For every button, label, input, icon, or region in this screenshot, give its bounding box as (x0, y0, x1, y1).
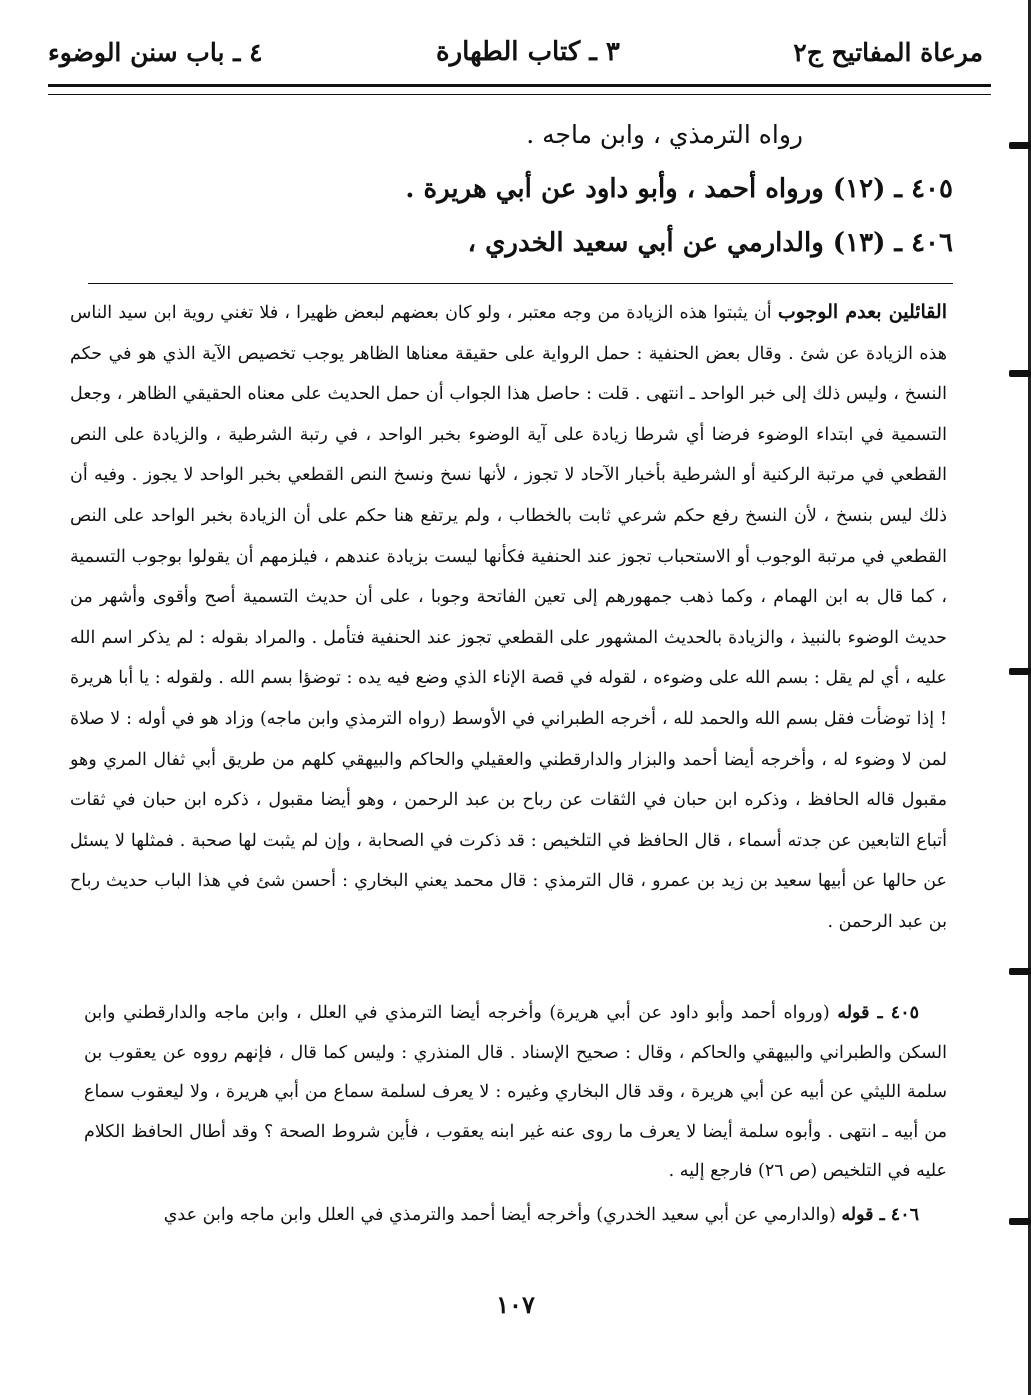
page-number: ١٠٧ (496, 1290, 535, 1319)
binding-mark (1009, 370, 1031, 377)
note-406 (84, 1196, 947, 1236)
header-chapter: ٣ ـ كتاب الطهارة (435, 37, 620, 67)
hadith-text-block (60, 108, 953, 270)
binding-mark (1009, 968, 1031, 975)
note-405-text: (ورواه أحمد وأبو داود عن أبي هريرة) وأخرجه أيضا الترمذي في العلل ، وابن ماجه والدارقطني وابن السكن والطبراني والبيهقي والحاكم ، وقال : صحيح الإسناد . قال المنذري : وليس كما قال ، فإنهم رووه عن يعقوب بن سلمة الليثي عن أبيه عن أبي هريرة ، وقد قال البخاري وغيره : لا يعرف لسلمة سماع من أبي هريرة ، ولا ليعقوب سماع من أبيه ـ انتهى . وأبوه سلمة أيضا لا يعرف ما روى عنه غير ابنه يعقوب ، فأين شروط الصحة ؟ وقد أطال الحافظ الكلام عليه في التلخيص (ص ٢٦) فارجع إليه . (84, 1003, 947, 1181)
binding-mark (1009, 668, 1031, 675)
section-divider (88, 283, 953, 284)
header-section: ٤ ـ باب سنن الوضوء (48, 37, 263, 67)
note-405-label: ٤٠٥ ـ قوله (837, 1003, 919, 1023)
binding-mark (1009, 142, 1031, 149)
commentary-lead: القائلين بعدم الوجوب (777, 301, 947, 323)
commentary-paragraph (70, 292, 947, 943)
binding-mark (1009, 1218, 1031, 1225)
note-405 (84, 994, 947, 1192)
running-header (48, 28, 983, 76)
hadith-line-2: ٤٠٥ ـ (١٢) ورواه أحمد ، وأبو داود عن أبي هريرة . (405, 174, 953, 204)
header-double-rule (48, 84, 991, 95)
header-book-title: مرعاة المفاتيح ج٢ (793, 37, 983, 67)
hadith-line-3: ٤٠٦ ـ (١٣) والدارمي عن أبي سعيد الخدري ، (467, 228, 953, 258)
note-406-text: (والدارمي عن أبي سعيد الخدري) وأخرجه أيضا أحمد والترمذي في العلل وابن ماجه وابن عدي (163, 1204, 836, 1225)
commentary-body: أن يثبتوا هذه الزيادة من وجه معتبر ، ولو كان بعضهم لبعض ظهيرا ، فلا تغني روية ابن سيد الناس هذه الزيادة عن شئ . وقال بعض الحنفية : حمل الرواية على حقيقة معناها الظاهر يوجب تخصيص الآية الذي هو في حكم النسخ ، وليس ذلك إلى خبر الواحد ـ انتهى . قلت : حاصل هذا الجواب أن حمل الحديث على معناه الحقيقي الظاهر ، وجعل التسمية في ابتداء الوضوء فرضا أي شرطا زيادة على آية الوضوء بخبر الواحد ، في رتبة الشرطية ، والزيادة على النص القطعي في مرتبة الركنية أو الشرطية بأخبار الآحاد لا تجوز ، لأنها نسخ ونسخ النص القطعي بخبر الواحد لا يجوز . وفيه أن ذلك ليس بنسخ ، لأن النسخ رفع حكم شرعي ثابت بالخطاب ، ولم يرتفع هنا حكم على أن الزيادة بخبر الواحد على النص القطعي في مرتبة الوجوب أو الاستحباب تجوز عند الحنفية فكأنها ليست بزيادة عندهم ، فيلزمهم أن يقولوا بوجوب التسمية ، كما قال به ابن الهمام ، وكما ذهب جمهورهم إلى تعين الفاتحة وجوبا ، على أن حديث التسمية أصح وأقوى وأشهر من حديث الوضوء بالنبيذ ، والزيادة بالحديث المشهور على القطعي تجوز عند الحنفية فتأمل . والمراد بقوله : لم يذكر اسم الله عليه ، أي لم يقل : بسم الله على وضوءه ، لقوله في قصة الإناء الذي وضع فيه يده : توضؤا بسم الله . ولقوله : يا أبا هريرة ! إذا توضأت فقل بسم الله والحمد لله ، أخرجه الطبراني في الأوسط (رواه الترمذي وابن ماجه) وزاد هو في أوله : لا صلاة لمن لا وضوء له ، وأخرجه أيضا أحمد والبزار والدارقطني والعقيلي والحاكم والبيهقي كلهم من طريق أبي ثفال المري وهو مقبول قاله الحافظ ، وذكره ابن حبان في الثقات عن رباح بن عبد الرحمن ، وهو أيضا مقبول ، ذكره ابن حبان في ثقات أتباع التابعين عن جدته أسماء ، قال الحافظ في التلخيص : قد ذكرت في الصحابة ، وإن لم يثبت لها صحبة . فمثلها لا يسئل عن حالها عن أبيها سعيد بن زيد بن عمرو ، قال الترمذي : قال محمد يعني البخاري : أحسن شئ في هذا الباب حديث رباح بن عبد الرحمن . (70, 303, 947, 932)
notes-block (84, 994, 947, 1239)
note-406-label: ٤٠٦ ـ قوله (841, 1204, 919, 1225)
commentary-block (70, 292, 947, 943)
hadith-line-1: رواه الترمذي ، وابن ماجه . (526, 120, 803, 149)
